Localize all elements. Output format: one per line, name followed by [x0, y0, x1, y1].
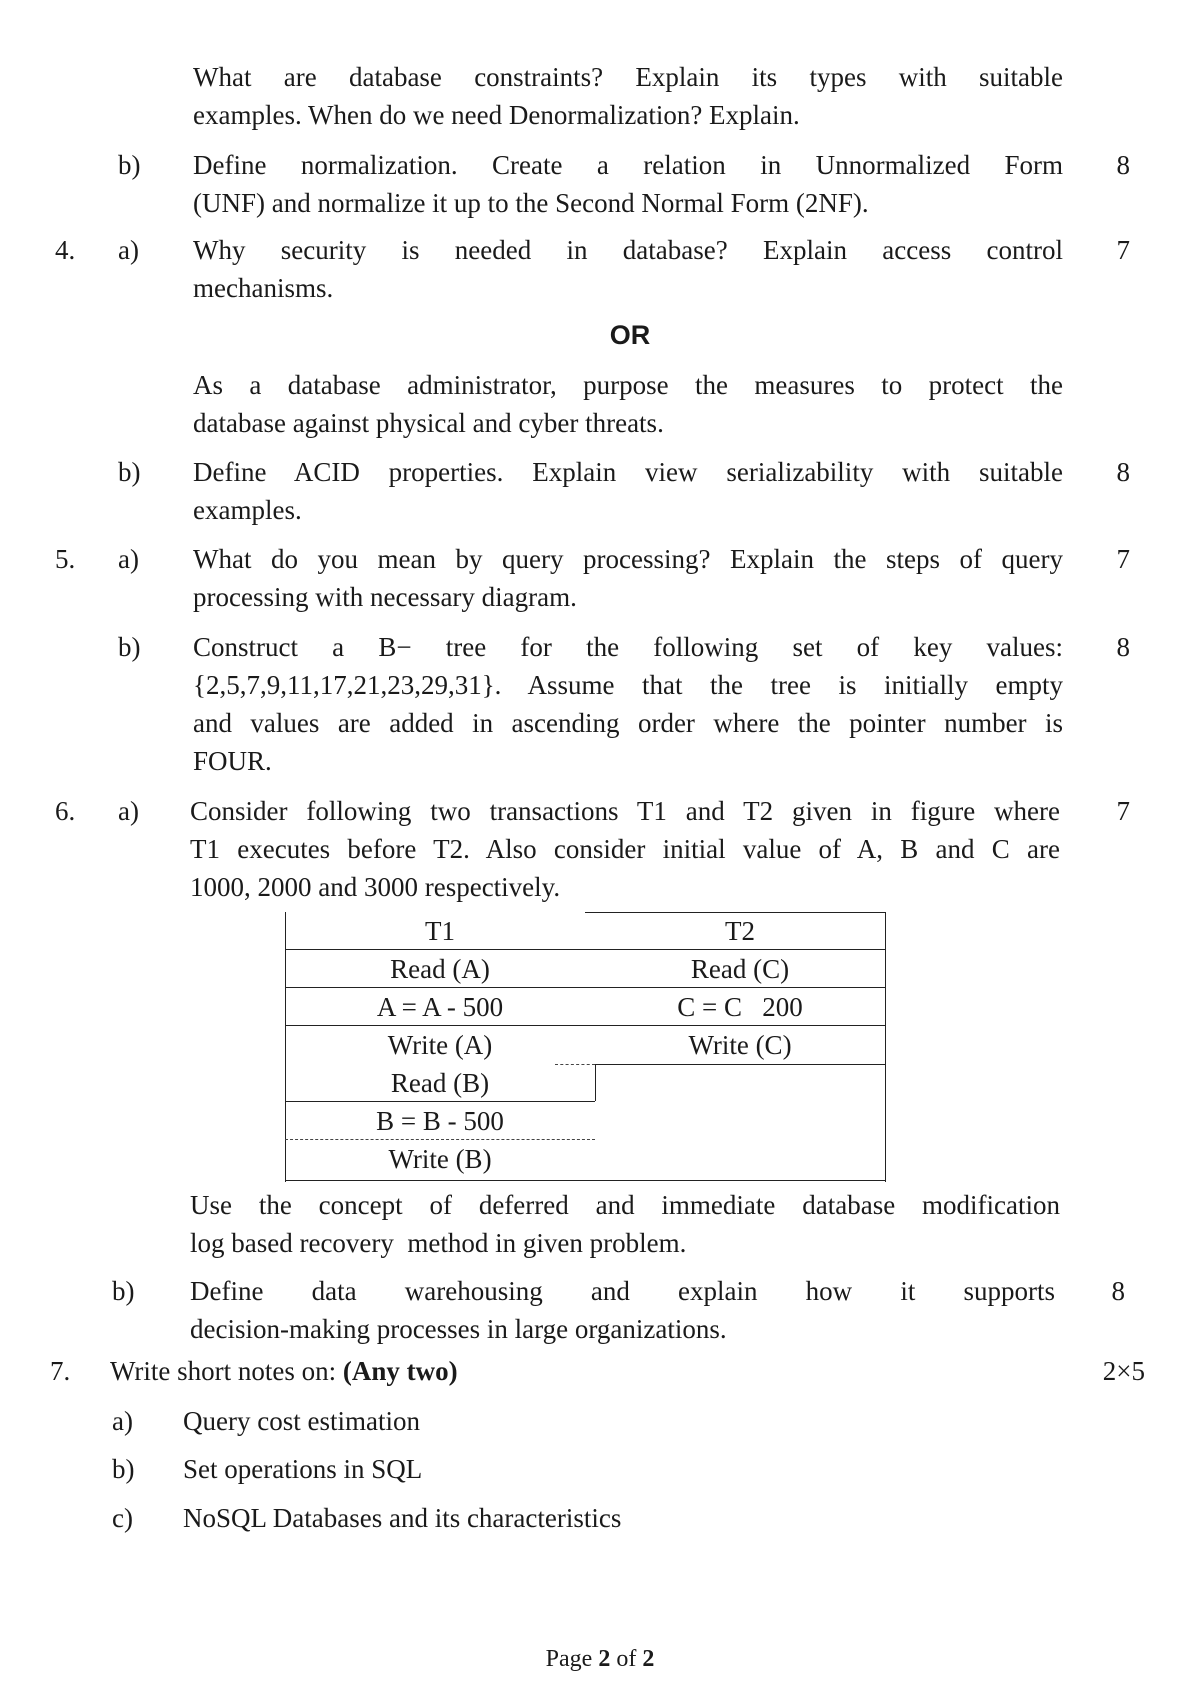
table-rule: [285, 1025, 885, 1026]
footer-current-page: 2: [598, 1646, 611, 1672]
q7-marks: 2×5: [1102, 1356, 1145, 1386]
q4a-or-text: [193, 366, 1063, 442]
t1-op: Read (A): [390, 954, 490, 984]
q7-title-prefix: Write short notes on:: [110, 1356, 343, 1386]
footer-total-pages: 2: [642, 1646, 655, 1672]
q7-number: 7.: [50, 1356, 71, 1386]
text-line: log based recovery method in given problem.: [190, 1228, 687, 1258]
q4-number: 4.: [55, 235, 76, 265]
table-rule: [595, 1064, 885, 1065]
text-line: 1000, 2000 and 3000 respectively.: [190, 872, 561, 902]
q4a-marks: 7: [1116, 235, 1130, 265]
q4a-label: a): [118, 235, 139, 265]
text-line: processing with necessary diagram.: [193, 582, 577, 612]
transaction-table: [285, 912, 885, 1182]
q5a-label: a): [118, 544, 139, 574]
text-line: Define ACID properties. Explain view serializability with suitable: [193, 457, 1063, 487]
page-footer: [0, 1640, 1200, 1678]
t2-op: Write (C): [688, 1030, 792, 1060]
q5b-text: [193, 628, 1063, 780]
text-line: FOUR.: [193, 746, 272, 776]
q6b-label: b): [112, 1276, 135, 1306]
q3b-label: b): [118, 150, 141, 180]
text-line: Construct a B− tree for the following set of key values:: [193, 632, 1063, 662]
text-line: T1 executes before T2. Also consider initial value of A, B and C are: [190, 834, 1060, 864]
q7-item-label: b): [112, 1454, 135, 1484]
q4b-text: [193, 453, 1063, 529]
q6-number: 6.: [55, 796, 76, 826]
t1-op: B = B - 500: [376, 1106, 504, 1136]
q7-title-bold: (Any two): [342, 1356, 458, 1386]
q5b-marks: 8: [1116, 632, 1130, 662]
table-border: [285, 1180, 885, 1181]
q7-item-text: Query cost estimation: [183, 1406, 420, 1436]
text-line: Use the concept of deferred and immediate database modification: [190, 1190, 1060, 1220]
q3b-marks: 8: [1116, 150, 1130, 180]
text-line: Define normalization. Create a relation in Unnormalized Form: [193, 150, 1063, 180]
q6b-text: [190, 1272, 1055, 1348]
text-line: {2,5,7,9,11,17,21,23,29,31}. Assume that the tree is initially empty: [193, 670, 1063, 700]
footer-prefix: Page: [545, 1646, 599, 1672]
q3a-or-text: [193, 58, 1063, 134]
t2-header: T2: [725, 916, 755, 946]
text-line: decision-making processes in large organizations.: [190, 1314, 727, 1344]
table-rule: [285, 949, 885, 950]
q7-item-text: NoSQL Databases and its characteristics: [183, 1503, 622, 1533]
text-line: What do you mean by query processing? Explain the steps of query: [193, 544, 1063, 574]
q5b-label: b): [118, 632, 141, 662]
or-separator: OR: [609, 320, 651, 350]
q3b-text: [193, 146, 1063, 222]
q7-item-text: Set operations in SQL: [183, 1454, 423, 1484]
q6a-text: [190, 792, 1060, 906]
t1-op: A = A - 500: [376, 992, 504, 1022]
table-divider: [595, 1064, 596, 1101]
text-line: and values are added in ascending order where the pointer number is: [193, 708, 1063, 738]
q7-title: [110, 1352, 458, 1390]
q4a-text: [193, 231, 1063, 307]
t1-header: T1: [425, 916, 455, 946]
footer-middle: of: [610, 1646, 643, 1672]
q7-item-label: a): [112, 1406, 133, 1436]
t2-op: C = C 200: [677, 992, 803, 1022]
text-line: examples.: [193, 495, 302, 525]
q5a-marks: 7: [1116, 544, 1130, 574]
table-border: [885, 912, 886, 1182]
text-line: (UNF) and normalize it up to the Second Normal Form (2NF).: [193, 188, 869, 218]
text-line: What are database constraints? Explain its types with suitable: [193, 62, 1063, 92]
q6a-after-text: [190, 1186, 1060, 1262]
q4b-label: b): [118, 457, 141, 487]
text-line: mechanisms.: [193, 273, 334, 303]
text-line: database against physical and cyber threats.: [193, 408, 664, 438]
t1-op: Write (A): [387, 1030, 493, 1060]
q4b-marks: 8: [1116, 457, 1130, 487]
table-rule: [285, 1139, 595, 1140]
q6b-marks: 8: [1111, 1276, 1125, 1306]
q5-number: 5.: [55, 544, 76, 574]
q6a-label: a): [118, 796, 139, 826]
q5a-text: [193, 540, 1063, 616]
t1-op: Write (B): [388, 1144, 492, 1174]
text-line: As a database administrator, purpose the measures to protect the: [193, 370, 1063, 400]
text-line: Why security is needed in database? Explain access control: [193, 235, 1063, 265]
q6a-marks: 7: [1116, 796, 1130, 826]
t1-op: Read (B): [390, 1068, 490, 1098]
text-line: examples. When do we need Denormalization? Explain.: [193, 100, 800, 130]
t2-op: Read (C): [690, 954, 790, 984]
text-line: Consider following two transactions T1 and T2 given in figure where: [190, 796, 1060, 826]
text-line: Define data warehousing and explain how it supports: [190, 1276, 1055, 1306]
table-rule: [285, 987, 885, 988]
table-rule: [285, 1101, 595, 1102]
q7-item-label: c): [112, 1503, 133, 1533]
